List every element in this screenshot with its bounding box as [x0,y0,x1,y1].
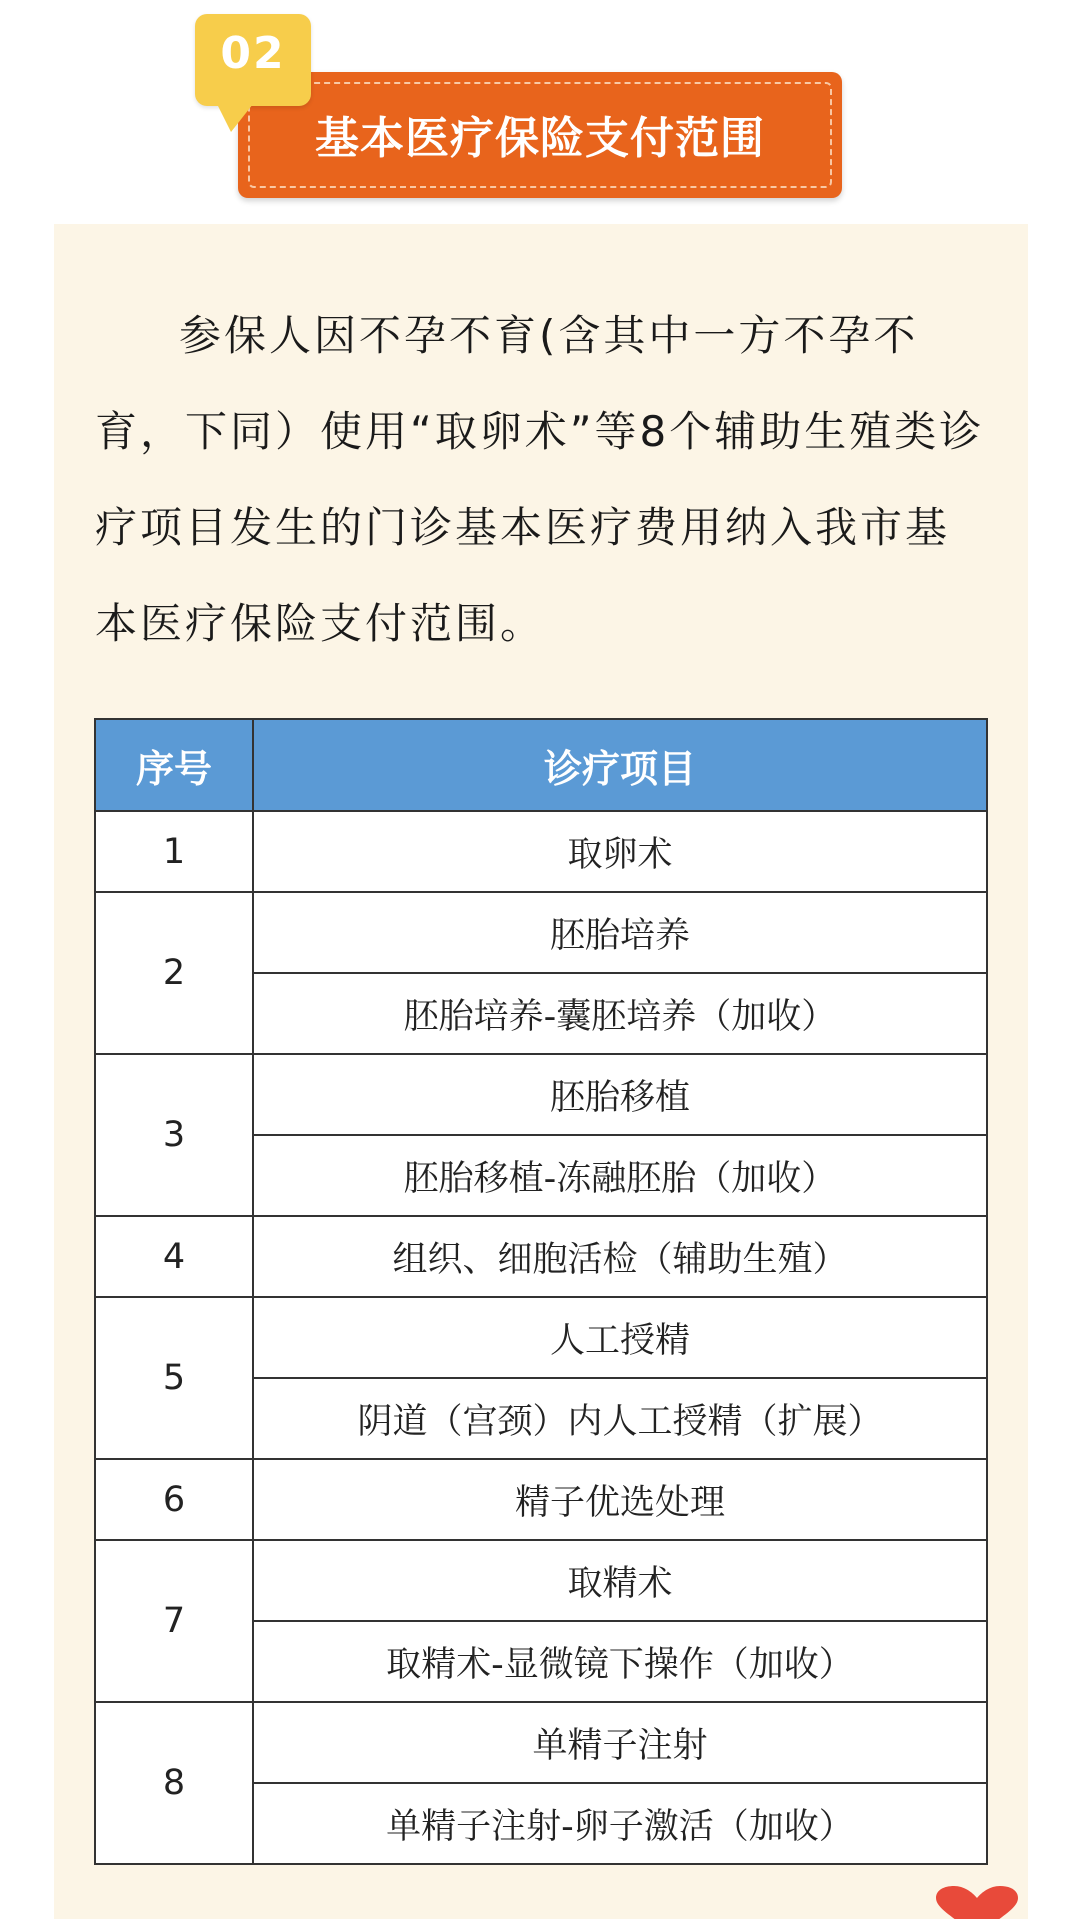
procedure-cell: 胚胎移植-冻融胚胎（加收） [253,1135,987,1216]
table-row [95,1054,987,1135]
section-number-badge [195,14,311,106]
procedure-table-wrapper [94,718,986,1865]
section-title: 基本医疗保险支付范围 [315,113,765,164]
procedure-cell: 胚胎培养-囊胚培养（加收） [253,973,987,1054]
header-serial-number: 序号 [95,719,253,811]
section-number: 02 [220,28,286,79]
serial-number-cell: 6 [95,1459,253,1540]
heart-icon [932,1886,1022,1919]
serial-number-cell: 2 [95,892,253,1054]
procedure-cell: 组织、细胞活检（辅助生殖） [253,1216,987,1297]
procedure-cell: 单精子注射-卵子激活（加收） [253,1783,987,1864]
procedure-cell: 胚胎培养 [253,892,987,973]
procedure-cell: 取卵术 [253,811,987,892]
serial-number-cell: 4 [95,1216,253,1297]
serial-number-cell: 1 [95,811,253,892]
table-row [95,1459,987,1540]
procedure-cell: 人工授精 [253,1297,987,1378]
serial-number-cell: 5 [95,1297,253,1459]
table-header-row [95,719,987,811]
intro-paragraph: 参保人因不孕不育(含其中一方不孕不育，下同）使用“取卵术”等8个辅助生殖类诊疗项目发生的门诊基本医疗费用纳入我市基本医疗保险支付范围。 [95,311,985,648]
table-row [95,1702,987,1783]
table-row [95,1540,987,1621]
procedure-table [94,718,988,1865]
procedure-cell: 取精术 [253,1540,987,1621]
serial-number-cell: 3 [95,1054,253,1216]
procedure-cell: 精子优选处理 [253,1459,987,1540]
table-row [95,1216,987,1297]
serial-number-cell: 8 [95,1702,253,1864]
table-row [95,1297,987,1378]
procedure-cell: 胚胎移植 [253,1054,987,1135]
procedure-cell: 单精子注射 [253,1702,987,1783]
header-procedure: 诊疗项目 [253,719,987,811]
table-row [95,892,987,973]
serial-number-cell: 7 [95,1540,253,1702]
section-title-banner [238,72,842,198]
procedure-cell: 阴道（宫颈）内人工授精（扩展） [253,1378,987,1459]
procedure-cell: 取精术-显微镜下操作（加收） [253,1621,987,1702]
table-row [95,811,987,892]
